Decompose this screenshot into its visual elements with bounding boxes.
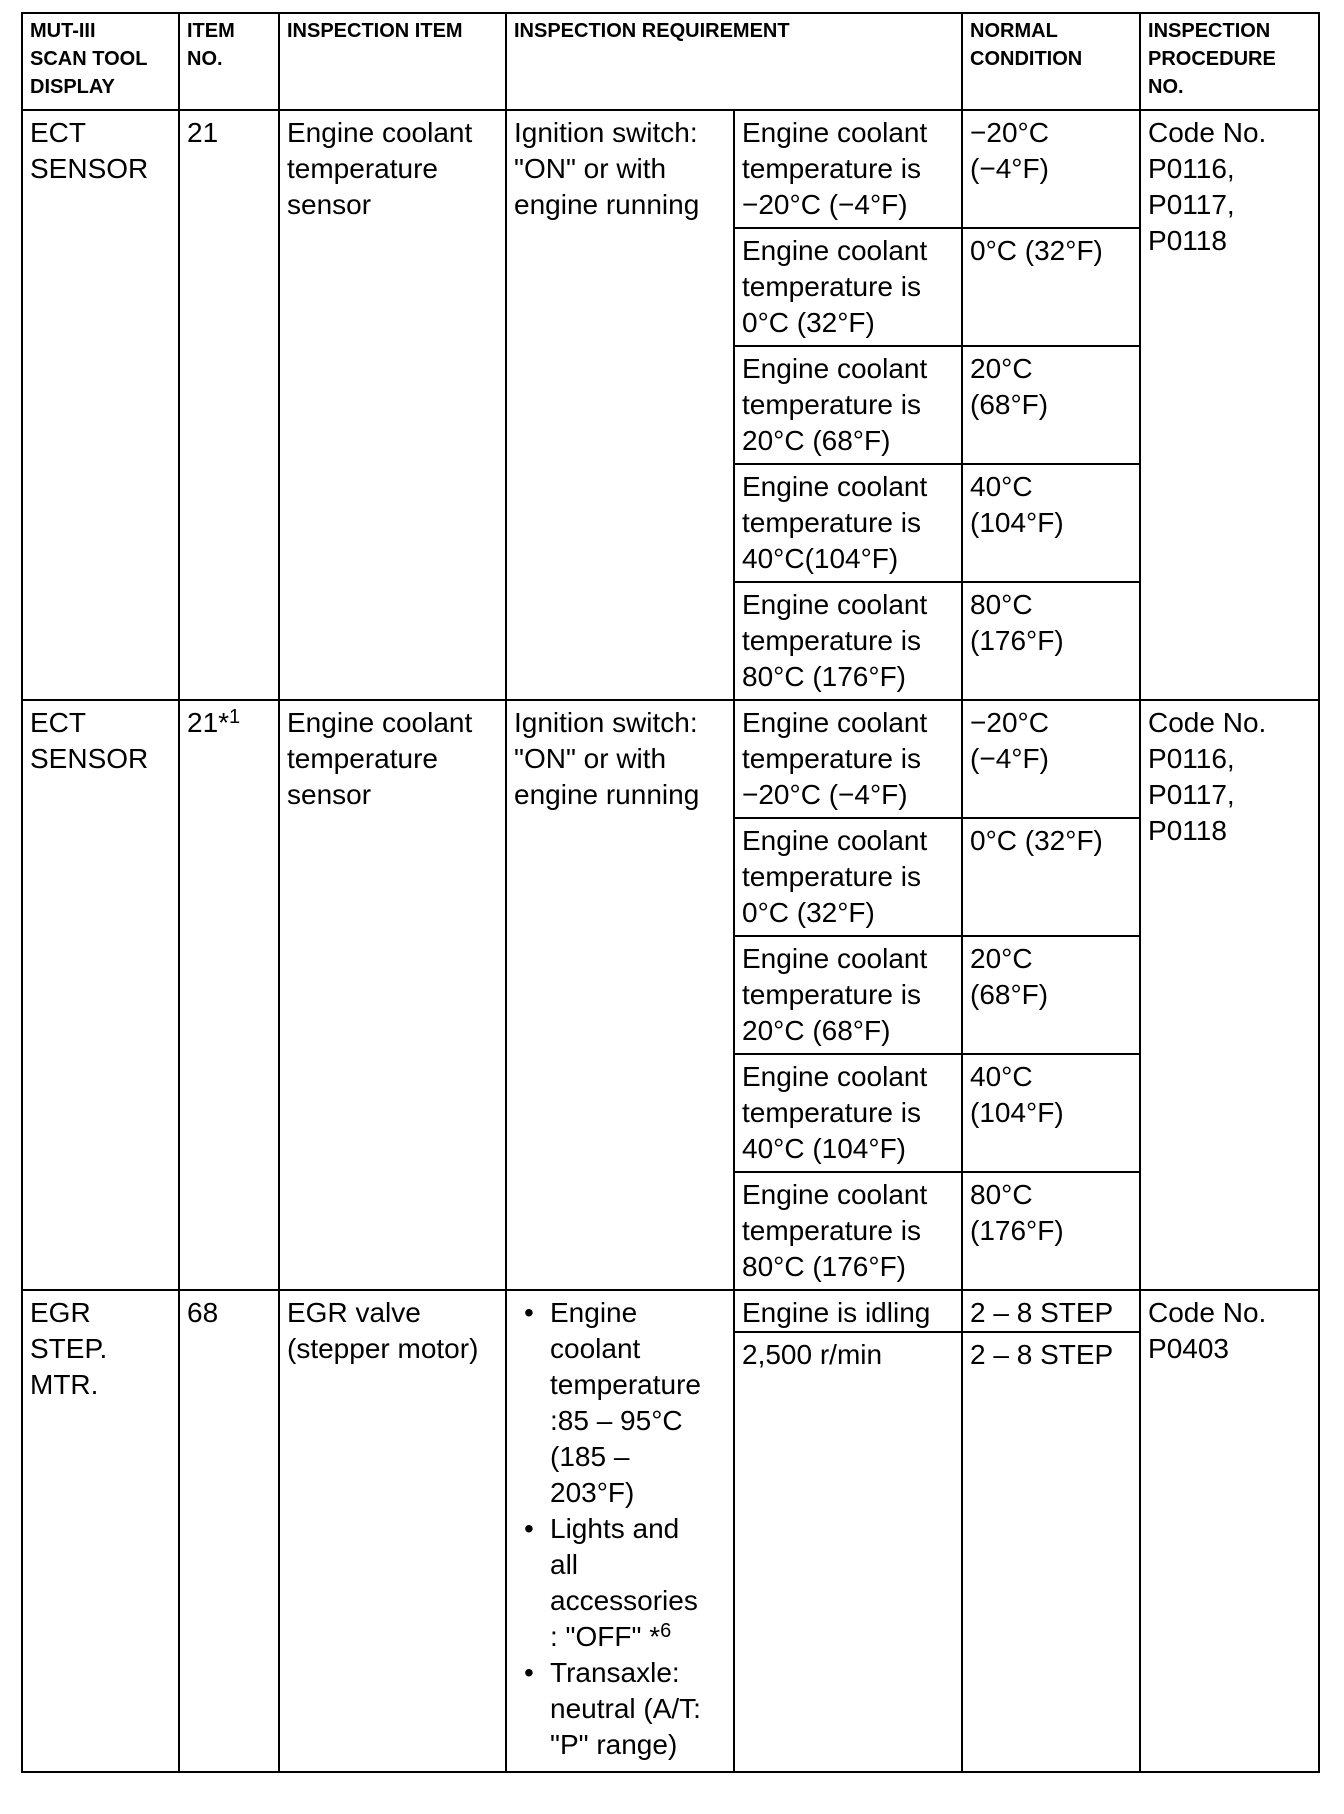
- item-no-cell: 21*$^1$: [179, 700, 279, 1290]
- scan-tool-display-cell: EGR STEP. MTR.: [22, 1290, 179, 1772]
- header-row: [22, 13, 1319, 110]
- condition-cell: Engine coolant temperature is 40°C(104°F): [734, 464, 962, 582]
- inspection-requirement-cell: Ignition switch: "ON" or with engine running: [506, 110, 734, 700]
- normal-condition-cell: −20°C (−4°F): [962, 700, 1140, 818]
- inspection-table: [21, 12, 1320, 1773]
- condition-cell: Engine coolant temperature is 20°C (68°F): [734, 936, 962, 1054]
- procedure-no-cell: Code No. P0116, P0117, P0118: [1140, 700, 1319, 1290]
- condition-cell: Engine coolant temperature is −20°C (−4°F): [734, 700, 962, 818]
- condition-cell: Engine coolant temperature is 20°C (68°F): [734, 346, 962, 464]
- list-item: • Lights and all accessories : "OFF" *$^6$: [514, 1511, 726, 1655]
- normal-condition-cell: 2 – 8 STEP: [962, 1332, 1140, 1772]
- header-item-no: ITEM NO.: [179, 13, 279, 110]
- normal-condition-cell: 0°C (32°F): [962, 228, 1140, 346]
- procedure-no-cell: Code No. P0116, P0117, P0118: [1140, 110, 1319, 700]
- condition-cell: Engine coolant temperature is 80°C (176°F): [734, 1172, 962, 1290]
- normal-condition-cell: 2 – 8 STEP: [962, 1290, 1140, 1332]
- normal-condition-cell: 40°C (104°F): [962, 1054, 1140, 1172]
- condition-cell: 2,500 r/min: [734, 1332, 962, 1772]
- item-no-cell: 21: [179, 110, 279, 700]
- inspection-item-cell: Engine coolant temperature sensor: [279, 700, 506, 1290]
- header-normal-condition: NORMAL CONDITION: [962, 13, 1140, 110]
- header-display: MUT-III SCAN TOOL DISPLAY: [22, 13, 179, 110]
- normal-condition-cell: 0°C (32°F): [962, 818, 1140, 936]
- header-procedure-no: INSPECTION PROCEDURE NO.: [1140, 13, 1319, 110]
- header-inspection-item: INSPECTION ITEM: [279, 13, 506, 110]
- normal-condition-cell: 20°C (68°F): [962, 936, 1140, 1054]
- inspection-requirement-cell: [506, 1290, 734, 1772]
- scan-tool-display-cell: ECT SENSOR: [22, 110, 179, 700]
- condition-cell: Engine coolant temperature is 80°C (176°F): [734, 582, 962, 700]
- condition-cell: Engine is idling: [734, 1290, 962, 1332]
- inspection-item-cell: EGR valve (stepper motor): [279, 1290, 506, 1772]
- table-row: [22, 700, 1319, 818]
- table-row: [22, 1290, 1319, 1332]
- normal-condition-cell: −20°C (−4°F): [962, 110, 1140, 228]
- procedure-no-cell: Code No. P0403: [1140, 1290, 1319, 1772]
- condition-cell: Engine coolant temperature is 0°C (32°F): [734, 228, 962, 346]
- normal-condition-cell: 80°C (176°F): [962, 1172, 1140, 1290]
- inspection-requirement-cell: Ignition switch: "ON" or with engine running: [506, 700, 734, 1290]
- list-item: • Transaxle: neutral (A/T: "P" range): [514, 1655, 726, 1763]
- condition-cell: Engine coolant temperature is −20°C (−4°F): [734, 110, 962, 228]
- header-inspection-requirement: INSPECTION REQUIREMENT: [506, 13, 962, 110]
- condition-cell: Engine coolant temperature is 40°C (104°F): [734, 1054, 962, 1172]
- item-no-cell: 68: [179, 1290, 279, 1772]
- scan-tool-display-cell: ECT SENSOR: [22, 700, 179, 1290]
- requirement-bullet-list: [514, 1295, 726, 1763]
- inspection-item-cell: Engine coolant temperature sensor: [279, 110, 506, 700]
- normal-condition-cell: 20°C (68°F): [962, 346, 1140, 464]
- condition-cell: Engine coolant temperature is 0°C (32°F): [734, 818, 962, 936]
- normal-condition-cell: 80°C (176°F): [962, 582, 1140, 700]
- list-item: • Engine coolant temperature :85 – 95°C (185 – 203°F): [514, 1295, 726, 1511]
- normal-condition-cell: 40°C (104°F): [962, 464, 1140, 582]
- table-row: [22, 110, 1319, 228]
